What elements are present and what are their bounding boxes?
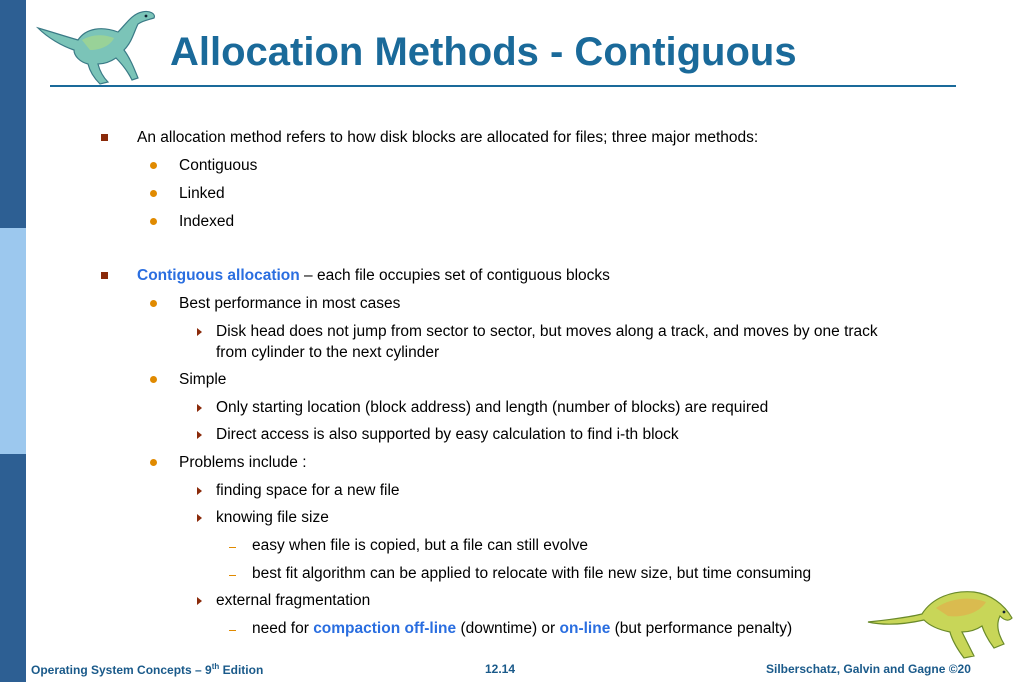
bullet-compaction — [252, 619, 792, 639]
bullet-starting-location: Only starting location (block address) and length (number of blocks) are required — [216, 399, 769, 416]
page-title: Allocation Methods - Contiguous — [170, 30, 797, 74]
arrow-bullet-icon — [197, 431, 202, 439]
dinosaur-icon — [866, 578, 1016, 660]
dot-bullet-icon — [150, 162, 157, 169]
bullet-best-fit: best fit algorithm can be applied to relocate with file new size, but time consuming — [252, 565, 812, 582]
arrow-bullet-icon — [197, 514, 202, 522]
arrow-bullet-icon — [197, 328, 202, 336]
dot-bullet-icon — [150, 218, 157, 225]
term-compaction-offline: compaction off-line — [313, 620, 457, 637]
bullet-direct-access: Direct access is also supported by easy calculation to find i-th block — [216, 426, 679, 443]
arrow-bullet-icon — [197, 487, 202, 495]
term-contiguous-allocation: Contiguous allocation — [137, 267, 300, 284]
bullet-simple: Simple — [179, 371, 227, 388]
footer-authors: Silberschatz, Galvin and Gagne ©20 — [766, 662, 971, 676]
footer-text: Operating System Concepts – 9 — [31, 663, 212, 677]
bullet-linked: Linked — [179, 185, 225, 202]
bullet-contiguous-allocation — [137, 266, 610, 286]
bullet-text: (downtime) or — [456, 620, 560, 637]
bullet-external-fragmentation: external fragmentation — [216, 592, 371, 609]
bullet-best-performance: Best performance in most cases — [179, 295, 401, 312]
square-bullet-icon — [101, 272, 108, 279]
footer-text: Edition — [219, 663, 264, 677]
footer-sup: th — [211, 662, 220, 671]
bullet-disk-head: Disk head does not jump from sector to sector, but moves along a track, and moves by one track — [216, 323, 878, 340]
dash-bullet-icon — [229, 547, 236, 548]
dot-bullet-icon — [150, 300, 157, 307]
bullet-easy-copied: easy when file is copied, but a file can still evolve — [252, 537, 589, 554]
arrow-bullet-icon — [197, 404, 202, 412]
bullet-text: need for — [252, 620, 314, 637]
square-bullet-icon — [101, 134, 108, 141]
bullet-indexed: Indexed — [179, 213, 235, 230]
bullet-problems: Problems include : — [179, 454, 307, 471]
bullet-contiguous: Contiguous — [179, 157, 258, 174]
footer-book-title — [31, 662, 263, 677]
bullet-knowing-size: knowing file size — [216, 509, 329, 526]
dot-bullet-icon — [150, 190, 157, 197]
bullet-disk-head-cont: from cylinder to the next cylinder — [216, 344, 440, 361]
dash-bullet-icon — [229, 630, 236, 631]
arrow-bullet-icon — [197, 597, 202, 605]
bullet-finding-space: finding space for a new file — [216, 482, 400, 499]
dot-bullet-icon — [150, 459, 157, 466]
bullet-text: – each file occupies set of contiguous blocks — [299, 267, 610, 284]
bullet-text: (but performance penalty) — [610, 620, 793, 637]
footer-page-number: 12.14 — [485, 662, 516, 676]
term-online: on-line — [559, 620, 611, 637]
dash-bullet-icon — [229, 575, 236, 576]
dot-bullet-icon — [150, 376, 157, 383]
bullet-allocation-methods: An allocation method refers to how disk blocks are allocated for files; three major methods: — [137, 129, 759, 146]
